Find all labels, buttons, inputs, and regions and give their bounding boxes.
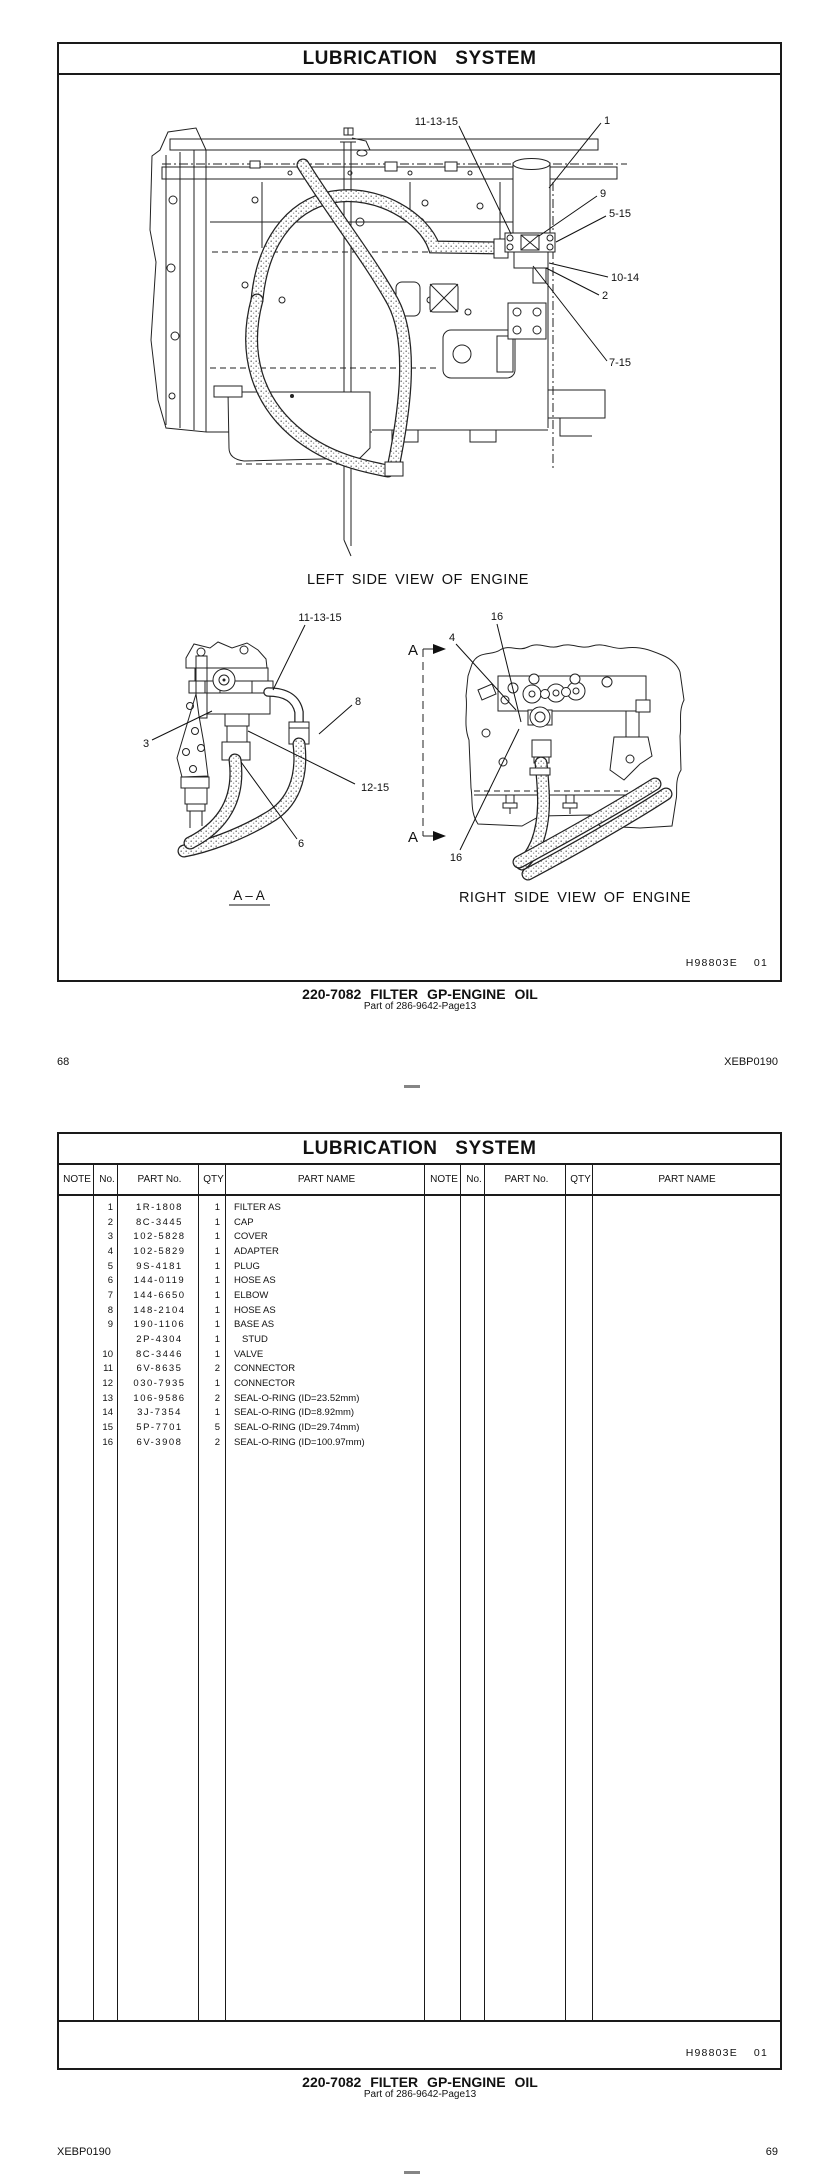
column-divider <box>484 1163 485 2020</box>
callout-label: 6 <box>297 838 305 850</box>
cell-qty: 1 <box>214 1319 220 1331</box>
cell-no: 4 <box>107 1245 113 1257</box>
col-header-no: No. <box>99 1174 115 1185</box>
callout-label: 9 <box>600 188 607 200</box>
column-divider <box>592 1163 593 2020</box>
cell-qty: 2 <box>214 1436 220 1448</box>
page2-title-band <box>59 1134 780 1165</box>
page1-title: LUBRICATION SYSTEM <box>302 47 537 69</box>
cell-part-no: 3J-7354 <box>137 1407 182 1419</box>
doc-rev-value: 01 <box>753 2047 768 2059</box>
doc-code-value: H98803E <box>685 957 738 969</box>
page2-part-subtitle: Part of 286-9642-Page13 <box>363 2089 477 2100</box>
engine-left-view-drawing <box>150 115 639 588</box>
cell-qty: 1 <box>214 1231 220 1243</box>
cell-no: 12 <box>102 1378 113 1390</box>
cell-no: 16 <box>102 1436 113 1448</box>
cell-qty: 1 <box>214 1275 220 1287</box>
cell-no: 3 <box>107 1231 113 1243</box>
cell-part-no: 6V-8635 <box>136 1363 183 1375</box>
filter-canister <box>505 159 555 284</box>
cell-qty: 1 <box>214 1304 220 1316</box>
page1-footer-code: XEBP0190 <box>724 1056 778 1068</box>
col-header-note2: NOTE <box>430 1174 458 1185</box>
callout-label: 3 <box>142 738 150 750</box>
table-header-row <box>59 1165 780 1196</box>
callout-label: 5-15 <box>609 208 632 220</box>
cell-part-no: 8C-3446 <box>136 1348 183 1360</box>
section-caption: A – A <box>233 888 265 903</box>
col-header-part-name2: PART NAME <box>658 1174 716 1185</box>
microprint-mark <box>404 1085 420 1088</box>
cell-no: 2 <box>107 1216 113 1228</box>
callout-label: 8 <box>354 696 362 708</box>
callout-label: 2 <box>602 290 609 302</box>
cell-no: 6 <box>107 1275 113 1287</box>
cell-qty: 1 <box>214 1407 220 1419</box>
cell-part-no: 190-1106 <box>133 1319 186 1331</box>
cell-no: 8 <box>107 1304 113 1316</box>
callout-label: 11-13-15 <box>298 612 342 624</box>
cell-qty: 1 <box>214 1216 220 1228</box>
cell-qty: 2 <box>214 1363 220 1375</box>
table-row <box>59 1200 426 1215</box>
page2-title: LUBRICATION SYSTEM <box>302 1137 537 1159</box>
cell-part-no: 102-5829 <box>133 1245 186 1257</box>
cell-qty: 1 <box>214 1201 220 1213</box>
table-bottom-rule <box>59 2020 780 2022</box>
cell-qty: 1 <box>214 1260 220 1272</box>
section-aa-drawing <box>143 612 389 905</box>
table-row <box>59 1288 426 1303</box>
page2-part-title: 220-7082 FILTER GP-ENGINE OIL <box>302 2074 538 2090</box>
cell-part-name: FILTER AS <box>234 1201 281 1213</box>
doc-rev-value: 01 <box>753 957 768 969</box>
col-header-part-no: PART No. <box>137 1174 182 1185</box>
cell-part-name: SEAL-O-RING (ID=29.74mm) <box>234 1422 360 1434</box>
cell-part-name: ADAPTER <box>234 1245 279 1257</box>
cell-qty: 1 <box>214 1348 220 1360</box>
cell-part-no: 030-7935 <box>133 1378 186 1390</box>
cell-part-name: CONNECTOR <box>234 1378 296 1390</box>
cell-qty: 1 <box>214 1245 220 1257</box>
cell-part-name: SEAL-O-RING (ID=23.52mm) <box>234 1392 360 1404</box>
cell-part-no: 144-0119 <box>133 1275 186 1287</box>
table-row <box>59 1376 426 1391</box>
cell-no: 15 <box>102 1422 113 1434</box>
cell-qty: 1 <box>214 1334 220 1346</box>
callout-label: 4 <box>448 632 456 644</box>
cell-part-name: HOSE AS <box>234 1275 276 1287</box>
col-header-part-no2: PART No. <box>504 1174 549 1185</box>
cell-qty: 2 <box>214 1392 220 1404</box>
cell-part-no: 1R-1808 <box>136 1201 183 1213</box>
page1-page-number: 68 <box>57 1056 70 1068</box>
cell-no: 13 <box>102 1392 113 1404</box>
table-row <box>59 1318 426 1333</box>
page2-footer-code: XEBP0190 <box>57 2146 111 2158</box>
table-row <box>59 1347 426 1362</box>
cell-no: 9 <box>107 1319 113 1331</box>
doc-code-value: H98803E <box>685 2047 738 2059</box>
table-row <box>59 1435 426 1450</box>
cell-no: 10 <box>102 1348 113 1360</box>
callout-label: 7-15 <box>609 357 632 369</box>
table-row <box>59 1332 426 1347</box>
right-view-drawing <box>408 611 691 906</box>
cell-part-name: SEAL-O-RING (ID=8.92mm) <box>234 1407 355 1419</box>
col-header-no2: No. <box>466 1174 482 1185</box>
cell-qty: 5 <box>214 1422 220 1434</box>
cell-part-name: ELBOW <box>234 1289 269 1301</box>
cell-part-no: 148-2104 <box>133 1304 186 1316</box>
cell-part-name: STUD <box>242 1334 268 1346</box>
table-row <box>59 1273 426 1288</box>
callout-label: 16 <box>449 852 463 864</box>
cell-no: 1 <box>107 1201 113 1213</box>
callout-label: 1 <box>604 115 611 127</box>
section-marker-top: A <box>407 642 418 659</box>
col-header-part-name: PART NAME <box>297 1174 356 1185</box>
cell-qty: 1 <box>214 1378 220 1390</box>
cell-part-no: 5P-7701 <box>136 1422 183 1434</box>
page2-frame <box>57 1132 782 2070</box>
cell-part-no: 6V-3908 <box>136 1436 183 1448</box>
column-divider <box>460 1163 461 2020</box>
parts-list <box>59 1200 426 1450</box>
table-row <box>59 1391 426 1406</box>
table-row <box>59 1362 426 1377</box>
cell-no: 11 <box>103 1363 113 1375</box>
cell-part-no: 144-6650 <box>133 1289 186 1301</box>
cell-part-no: 102-5828 <box>133 1231 186 1243</box>
page1-part-subtitle: Part of 286-9642-Page13 <box>363 1001 477 1012</box>
cell-part-name: CAP <box>234 1216 254 1228</box>
col-header-qty2: QTY <box>570 1174 591 1185</box>
page1-part-title: 220-7082 FILTER GP-ENGINE OIL <box>302 986 538 1002</box>
column-divider <box>565 1163 566 2020</box>
cell-part-no: 9S-4181 <box>136 1260 183 1272</box>
callout-label: 10-14 <box>611 272 640 284</box>
table-row <box>59 1215 426 1230</box>
cell-part-no: 106-9586 <box>133 1392 186 1404</box>
cell-part-name: HOSE AS <box>234 1304 276 1316</box>
cell-no: 5 <box>107 1260 113 1272</box>
cell-no: 14 <box>102 1407 113 1419</box>
callout-label: 16 <box>490 611 504 623</box>
table-row <box>59 1229 426 1244</box>
cell-qty: 1 <box>214 1289 220 1301</box>
callout-label: 12-15 <box>361 782 390 794</box>
oil-filter-hoses <box>252 165 508 476</box>
right-view-caption: RIGHT SIDE VIEW OF ENGINE <box>458 890 692 906</box>
col-header-qty: QTY <box>203 1174 224 1185</box>
microprint-mark <box>404 2171 420 2174</box>
cell-part-name: BASE AS <box>234 1319 275 1331</box>
page2-doc-code <box>686 2047 768 2059</box>
cell-part-name: CONNECTOR <box>234 1363 296 1375</box>
section-marker-bottom: A <box>407 829 418 846</box>
table-row <box>59 1244 426 1259</box>
cell-part-name: COVER <box>234 1231 268 1243</box>
cell-part-no: 8C-3445 <box>136 1216 183 1228</box>
callout-label: 11-13-15 <box>414 116 458 128</box>
cell-part-no: 2P-4304 <box>136 1334 183 1346</box>
cell-no: 7 <box>107 1289 113 1301</box>
table-row <box>59 1406 426 1421</box>
cell-part-name: PLUG <box>234 1260 260 1272</box>
col-header-note: NOTE <box>63 1174 91 1185</box>
page2-page-number: 69 <box>765 2146 778 2158</box>
cell-part-name: SEAL-O-RING (ID=100.97mm) <box>234 1436 365 1448</box>
table-row <box>59 1303 426 1318</box>
table-row <box>59 1259 426 1274</box>
cell-part-name: VALVE <box>234 1348 264 1360</box>
table-row <box>59 1420 426 1435</box>
left-view-caption: LEFT SIDE VIEW OF ENGINE <box>307 572 529 588</box>
